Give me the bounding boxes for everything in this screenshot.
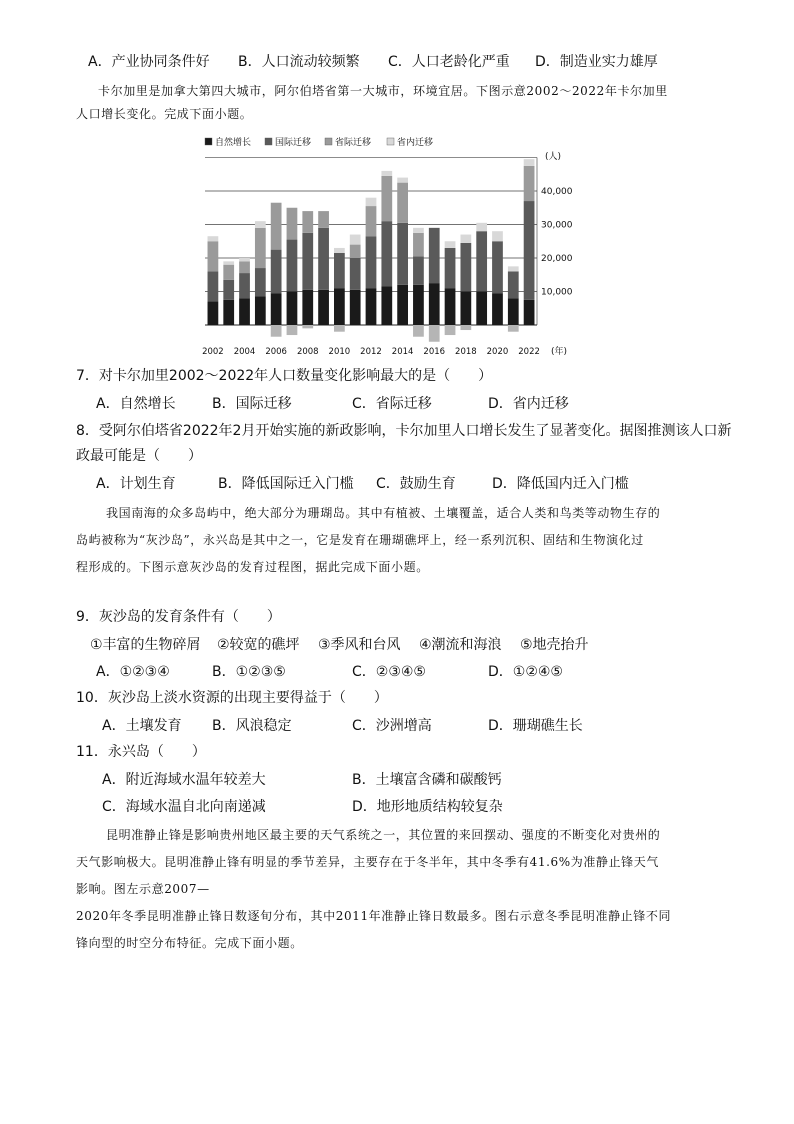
intro3-line3: 影响。图左示意2007— <box>76 882 210 896</box>
q11-option-d[interactable]: D．地形地质结构较复杂 <box>352 799 503 815</box>
bar-segment <box>413 228 424 233</box>
bar-segment <box>366 288 377 325</box>
intro3-line2: 天气影响极大。昆明准静止锋有明显的季节差异，主要存在于冬半年，其中冬季有41.6%为准静止锋天气 <box>76 855 659 869</box>
bar-segment <box>302 211 313 233</box>
bar-segment <box>271 250 282 294</box>
x-tick-label: 2012 <box>360 347 382 357</box>
x-tick-label: 2004 <box>233 347 256 357</box>
prev-option-b: B．人口流动较频繁 <box>238 54 360 70</box>
bar-negative-segment <box>445 325 456 335</box>
q8-option-c[interactable]: C．鼓励生育 <box>376 476 456 492</box>
population-growth-chart <box>195 132 575 360</box>
x-tick-label: 2022 <box>518 347 540 357</box>
bar-segment <box>524 201 535 300</box>
q11-option-c[interactable]: C．海域水温自北向南递减 <box>102 799 266 815</box>
intro2-line1: 我国南海的众多岛屿中，绝大部分为珊瑚岛。其中有植被、土壤覆盖，适合人类和鸟类等动物生存的 <box>106 506 661 520</box>
q11-stem: 11．永兴岛（ ） <box>76 744 206 760</box>
y-tick-label: 30,000 <box>541 220 573 231</box>
legend-swatch <box>205 138 212 145</box>
bar-segment <box>255 228 266 268</box>
bar-segment <box>223 300 234 325</box>
q9-option-a[interactable]: A．①②③④ <box>96 664 170 680</box>
bar-segment <box>460 235 471 243</box>
y-tick-label: 20,000 <box>541 254 573 264</box>
bar-segment <box>397 178 408 183</box>
bar-negative-segment <box>287 325 298 335</box>
chart-legend <box>205 136 433 148</box>
bar-segment <box>223 261 234 264</box>
intro2-line3: 程形成的。下图示意灰沙岛的发育过程图，据此完成下面小题。 <box>76 560 429 574</box>
bar-segment <box>508 271 519 298</box>
bar-segment <box>208 236 219 241</box>
bar-segment <box>255 221 266 228</box>
bar-segment <box>366 206 377 236</box>
legend-label: 国际迁移 <box>275 138 312 148</box>
q11-option-b[interactable]: B．土壤富含磷和碳酸钙 <box>352 772 502 788</box>
legend-swatch <box>387 138 394 145</box>
bar-segment <box>429 283 440 325</box>
x-tick-label: 2016 <box>423 347 446 357</box>
q7-option-c[interactable]: C．省际迁移 <box>352 396 432 412</box>
bar-segment <box>271 203 282 250</box>
q10-option-a[interactable]: A．土壤发育 <box>102 718 182 734</box>
bar-negative-segment <box>334 325 345 332</box>
bar-segment <box>492 231 503 241</box>
q8-option-d[interactable]: D．降低国内迁入门槛 <box>492 476 629 492</box>
bar-segment <box>239 258 250 261</box>
bar-segment <box>239 261 250 273</box>
bar-negative-segment <box>302 325 313 328</box>
legend-label: 自然增长 <box>215 138 252 148</box>
bar-segment <box>492 241 503 293</box>
intro1-line1: 卡尔加里是加拿大第四大城市，阿尔伯塔省第一大城市，环境宜居。下图示意2002～2022年卡尔加里 <box>98 84 668 98</box>
bar-segment <box>460 243 471 292</box>
bar-segment <box>476 223 487 231</box>
bar-segment <box>334 288 345 325</box>
q9-condition-5: ⑤地壳抬升 <box>520 637 589 653</box>
bar-segment <box>476 231 487 291</box>
q9-stem: 9．灰沙岛的发育条件有（ ） <box>76 609 281 625</box>
prev-option-c: C．人口老龄化严重 <box>388 54 510 70</box>
bar-segment <box>429 228 440 283</box>
chart-x-ticks <box>202 347 540 357</box>
bar-segment <box>524 300 535 325</box>
q10-option-b[interactable]: B．风浪稳定 <box>212 718 292 734</box>
q10-option-d[interactable]: D．珊瑚礁生长 <box>488 718 583 734</box>
bar-negative-segment <box>460 325 471 330</box>
x-tick-label: 2006 <box>265 347 287 357</box>
prev-option-d: D．制造业实力雄厚 <box>535 54 658 70</box>
x-tick-label: 2018 <box>455 347 477 357</box>
bar-segment <box>318 211 329 228</box>
bar-segment <box>334 248 345 253</box>
bar-segment <box>508 266 519 271</box>
bar-negative-segment <box>271 325 282 337</box>
y-tick-label: 10,000 <box>541 287 573 298</box>
bar-segment <box>508 298 519 325</box>
bar-segment <box>366 236 377 288</box>
bar-segment <box>476 292 487 326</box>
bar-segment <box>271 293 282 325</box>
legend-label: 省内迁移 <box>397 138 434 148</box>
x-tick-label: 2020 <box>486 347 509 357</box>
bar-segment <box>381 171 392 176</box>
legend-swatch <box>265 138 272 145</box>
q9-condition-3: ③季风和台风 <box>318 637 401 653</box>
intro3-line4: 2020年冬季昆明准静止锋日数逐旬分布，其中2011年准静止锋日数最多。图右示意冬季昆明准静止锋不同 <box>76 909 672 923</box>
bar-segment <box>381 286 392 325</box>
bar-segment <box>223 265 234 280</box>
bar-segment <box>223 280 234 300</box>
bar-segment <box>318 290 329 325</box>
bar-segment <box>287 240 298 292</box>
bar-segment <box>208 302 219 325</box>
bar-segment <box>350 258 361 290</box>
bar-segment <box>445 241 456 248</box>
bar-segment <box>287 292 298 326</box>
intro3-line1: 昆明准静止锋是影响贵州地区最主要的天气系统之一，其位置的来回摆动、强度的不断变化对贵州的 <box>106 828 661 842</box>
bar-segment <box>302 233 313 290</box>
y-tick-label: 40,000 <box>541 187 573 197</box>
x-tick-label: 2014 <box>391 347 414 357</box>
bar-segment <box>255 297 266 325</box>
bar-negative-segment <box>508 325 519 332</box>
x-tick-label: 2002 <box>202 347 224 357</box>
q7-option-b[interactable]: B．国际迁移 <box>212 396 292 412</box>
bar-segment <box>445 288 456 325</box>
bar-segment <box>524 166 535 201</box>
bar-segment <box>413 285 424 325</box>
bar-segment <box>239 298 250 325</box>
chart-bars <box>208 159 535 342</box>
bar-segment <box>318 228 329 290</box>
bar-segment <box>239 273 250 298</box>
bar-segment <box>334 253 345 288</box>
q9-condition-2: ②较宽的礁坪 <box>217 637 300 653</box>
bar-segment <box>397 183 408 223</box>
prev-option-a: A．产业协同条件好 <box>88 54 210 70</box>
bar-segment <box>350 245 361 258</box>
q9-condition-1: ①丰富的生物碎屑 <box>90 637 201 653</box>
bar-segment <box>350 235 361 245</box>
q9-condition-4: ④潮流和海浪 <box>419 637 502 653</box>
bar-segment <box>381 221 392 286</box>
q8-line1: 8．受阿尔伯塔省2022年2月开始实施的新政影响，卡尔加里人口增长发生了显著变化。据图推测该人口新 <box>76 423 732 439</box>
intro3-line5: 锋向型的时空分布特征。完成下面小题。 <box>76 936 303 950</box>
x-tick-label: 2010 <box>328 347 351 357</box>
q8-option-a[interactable]: A．计划生育 <box>96 476 176 492</box>
bar-segment <box>208 271 219 301</box>
bar-segment <box>350 290 361 325</box>
legend-swatch <box>325 138 332 145</box>
q7-stem: 7．对卡尔加里2002～2022年人口数量变化影响最大的是（ ） <box>76 368 493 384</box>
chart-x-label: (年) <box>551 347 568 357</box>
bar-segment <box>208 241 219 271</box>
chart-unit-label: (人) <box>545 152 562 162</box>
bar-segment <box>492 293 503 325</box>
q8-option-b[interactable]: B．降低国际迁入门槛 <box>218 476 354 492</box>
intro1-line2: 人口增长变化。完成下面小题。 <box>76 107 253 121</box>
bar-negative-segment <box>413 325 424 337</box>
bar-segment <box>413 256 424 284</box>
q9-option-b[interactable]: B．①②③⑤ <box>212 664 286 680</box>
bar-segment <box>381 176 392 221</box>
bar-segment <box>397 285 408 325</box>
q9-option-d[interactable]: D．①②④⑤ <box>488 664 563 680</box>
q11-option-a[interactable]: A．附近海域水温年较差大 <box>102 772 266 788</box>
intro2-line2: 岛屿被称为“灰沙岛”，永兴岛是其中之一，它是发育在珊瑚礁坪上，经一系列沉积、固结和生物演化过 <box>76 533 644 547</box>
bar-segment <box>524 159 535 166</box>
q8-line2: 政最可能是（ ） <box>76 448 202 464</box>
bar-segment <box>460 292 471 326</box>
bar-segment <box>287 208 298 240</box>
bar-segment <box>397 223 408 285</box>
q7-option-d[interactable]: D．省内迁移 <box>488 396 569 412</box>
bar-segment <box>445 248 456 288</box>
q9-option-c[interactable]: C．②③④⑤ <box>352 664 426 680</box>
bar-segment <box>413 233 424 256</box>
q7-option-a[interactable]: A．自然增长 <box>96 396 176 412</box>
bar-segment <box>366 198 377 206</box>
bar-segment <box>255 268 266 296</box>
q10-stem: 10．灰沙岛上淡水资源的出现主要得益于（ ） <box>76 690 388 706</box>
chart-y-ticks <box>541 187 573 298</box>
bar-negative-segment <box>429 325 440 342</box>
bar-segment <box>302 290 313 325</box>
x-tick-label: 2008 <box>296 347 319 357</box>
q10-option-c[interactable]: C．沙洲增高 <box>352 718 432 734</box>
legend-label: 省际迁移 <box>335 138 372 148</box>
